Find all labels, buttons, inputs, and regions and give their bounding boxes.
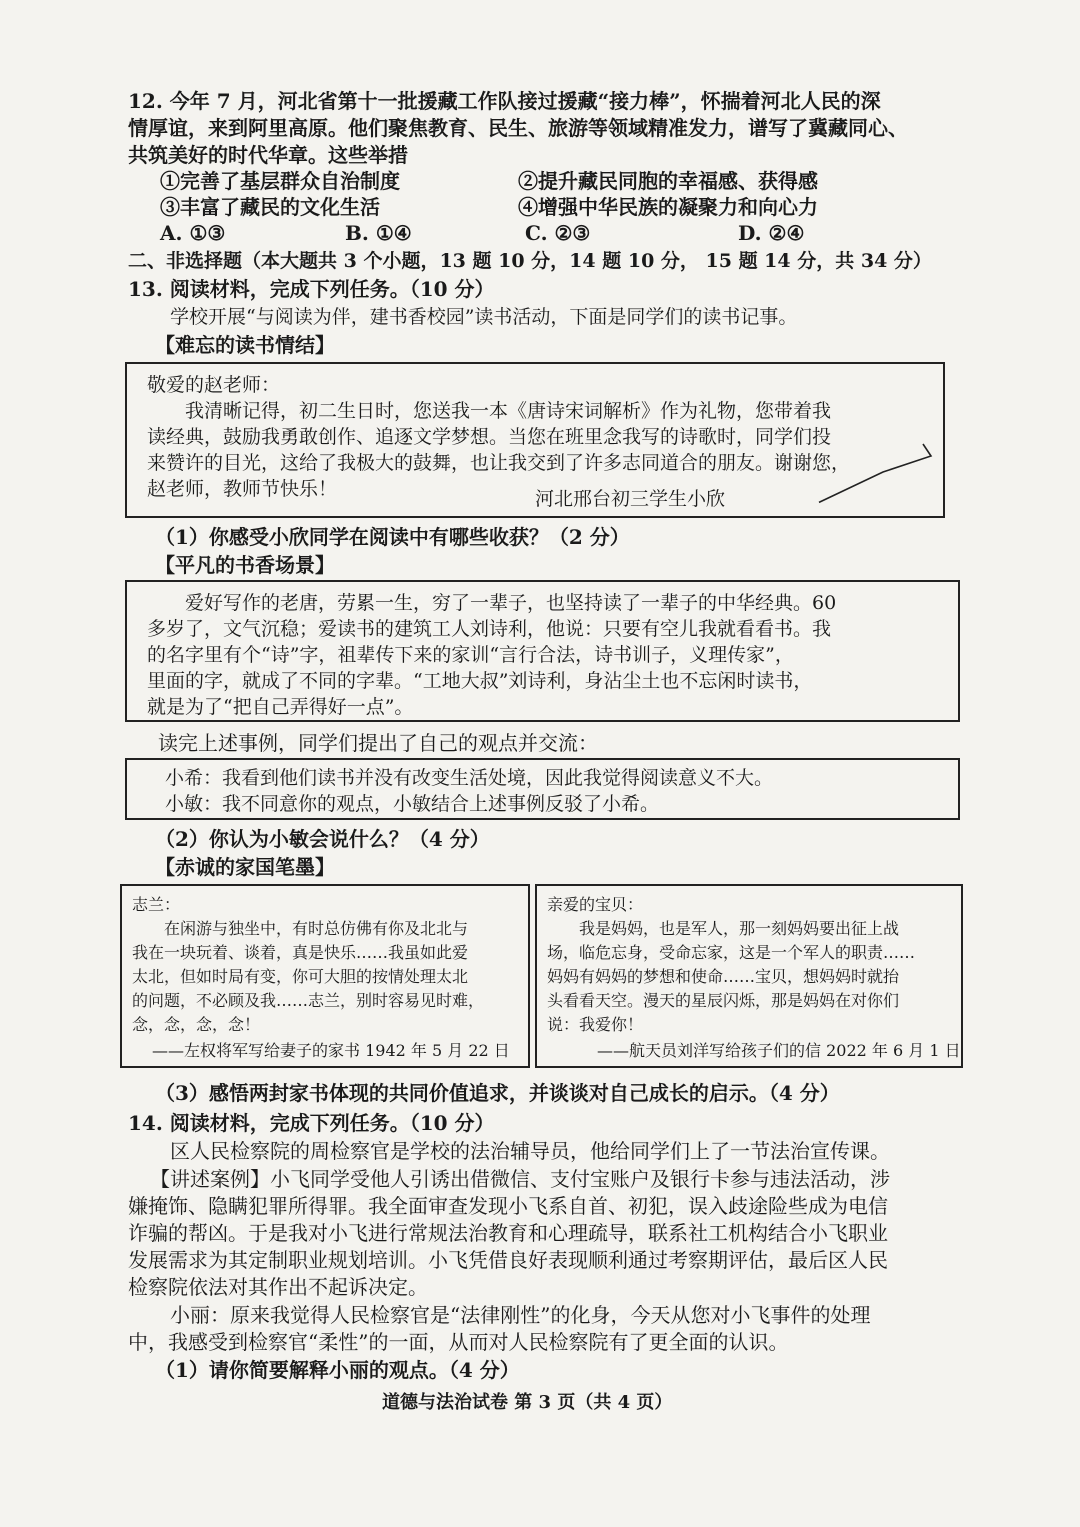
q12-option-1: ①完善了基层群众自治制度 bbox=[160, 169, 400, 193]
zuoquan-signature: ——左权将军写给妻子的家书 1942 年 5 月 22 日 bbox=[152, 1041, 510, 1060]
letter-salutation: 敬爱的赵老师： bbox=[147, 374, 281, 396]
q14-case-line-5: 检察院依法对其作出不起诉决定。 bbox=[128, 1275, 428, 1299]
q13-sub-question-2: （2）你认为小敏会说什么？（4 分） bbox=[155, 827, 490, 851]
liuyang-signature: ——航天员刘洋写给孩子们的信 2022 年 6 月 1 日 bbox=[597, 1041, 961, 1060]
section-2-heading: 二、非选择题（本大题共 3 个小题，13 题 10 分，14 题 10 分， 15 题 14 分，共 34 分） bbox=[128, 250, 932, 272]
page-curl-decoration bbox=[805, 440, 945, 520]
letter-line-4: 赵老师，教师节快乐！ bbox=[147, 478, 338, 500]
q13-title: 13. 阅读材料，完成下列任务。（10 分） bbox=[128, 277, 495, 301]
q13-intro: 学校开展“与阅读为伴，建书香校园”读书活动，下面是同学们的读书记事。 bbox=[170, 306, 798, 328]
q14-sub-question-1: （1）请你简要解释小丽的观点。（4 分） bbox=[155, 1358, 520, 1382]
q13-heading-1: 【难忘的读书情结】 bbox=[155, 333, 335, 357]
zuoquan-line-4: 的问题，不必顾及我……志兰，别时容易见时难， bbox=[132, 991, 485, 1010]
q12-choice-a: A. ①③ bbox=[160, 221, 226, 245]
q12-stem-line-2: 情厚谊，来到阿里高原。他们聚焦教育、民生、旅游等领域精准发力，谱写了冀藏同心、 bbox=[128, 116, 908, 140]
letter-zuoquan-box bbox=[120, 884, 530, 1068]
letter-liuyang-box bbox=[535, 884, 963, 1068]
q12-option-4: ④增强中华民族的凝聚力和向心力 bbox=[518, 195, 818, 219]
q14-title: 14. 阅读材料，完成下列任务。（10 分） bbox=[128, 1111, 495, 1135]
liuyang-line-5: 说：我爱你！ bbox=[547, 1015, 644, 1034]
liuyang-line-4: 头看看天空。漫天的星辰闪烁，那是妈妈在对你们 bbox=[547, 991, 900, 1010]
dialog-box bbox=[125, 758, 960, 820]
scene-line-4: 里面的字，就成了不同的字辈。“工地大叔”刘诗利，身沾尘土也不忘闲时读书， bbox=[147, 670, 813, 692]
q12-choice-b: B. ①④ bbox=[345, 221, 412, 245]
letter-line-2: 读经典，鼓励我勇敢创作、追逐文学梦想。当您在班里念我写的诗歌时，同学们投 bbox=[147, 426, 832, 448]
liuyang-line-2: 场，临危忘身，受命忘家，这是一个军人的职责…… bbox=[547, 943, 916, 962]
liuyang-line-1: 我是妈妈，也是军人，那一刻妈妈要出征上战 bbox=[579, 919, 900, 938]
q13-heading-3: 【赤诚的家国笔墨】 bbox=[155, 855, 335, 879]
scene-line-3: 的名字里有个“诗”字，祖辈传下来的家训“言行合法，诗书训子，义理传家”， bbox=[147, 644, 794, 666]
q14-xiaoli-line-1: 小丽：原来我觉得人民检察官是“法律刚性”的化身，今天从您对小飞事件的处理 bbox=[170, 1303, 871, 1327]
q13-sub-question-1: （1）你感受小欣同学在阅读中有哪些收获？（2 分） bbox=[155, 525, 630, 549]
q14-case-line-1: 【讲述案例】小飞同学受他人引诱出借微信、支付宝账户及银行卡参与违法活动，涉 bbox=[150, 1167, 890, 1191]
q13-heading-2: 【平凡的书香场景】 bbox=[155, 553, 335, 577]
letter-signature: 河北邢台初三学生小欣 bbox=[535, 488, 726, 510]
q12-choice-d: D. ②④ bbox=[738, 221, 805, 245]
q12-stem-line-1: 12. 今年 7 月，河北省第十一批援藏工作队接过援藏“接力棒”，怀揣着河北人民的深 bbox=[128, 89, 881, 113]
q14-case-line-2: 嫌掩饰、隐瞒犯罪所得罪。我全面审查发现小飞系自首、初犯，误入歧途险些成为电信 bbox=[128, 1194, 888, 1218]
zuoquan-line-3: 太北，但如时局有变，你可大胆的按情处理太北 bbox=[132, 967, 469, 986]
after-scene-text: 读完上述事例，同学们提出了自己的观点并交流： bbox=[158, 731, 598, 755]
scene-line-5: 就是为了“把自己弄得好一点”。 bbox=[147, 696, 414, 718]
q12-option-2: ②提升藏民同胞的幸福感、获得感 bbox=[518, 169, 818, 193]
q12-stem-line-3: 共筑美好的时代华章。这些举措 bbox=[128, 143, 408, 167]
q14-intro: 区人民检察院的周检察官是学校的法治辅导员，他给同学们上了一节法治宣传课。 bbox=[170, 1139, 890, 1163]
q14-case-line-4: 发展需求为其定制职业规划培训。小飞凭借良好表现顺利通过考察期评估，最后区人民 bbox=[128, 1248, 888, 1272]
scene-line-2: 多岁了，文气沉稳；爱读书的建筑工人刘诗利，他说：只要有空儿我就看看书。我 bbox=[147, 618, 832, 640]
q14-case-line-3: 诈骗的帮凶。于是我对小飞进行常规法治教育和心理疏导，联系社工机构结合小飞职业 bbox=[128, 1221, 888, 1245]
letter-line-3: 来赞许的目光，这给了我极大的鼓舞，也让我交到了许多志同道合的朋友。谢谢您， bbox=[147, 452, 851, 474]
letter-line-1: 我清晰记得，初二生日时，您送我一本《唐诗宋词解析》作为礼物，您带着我 bbox=[185, 400, 832, 422]
reading-scene-box bbox=[125, 580, 960, 722]
zuoquan-line-2: 我在一块玩着、谈着，真是快乐……我虽如此爱 bbox=[132, 943, 469, 962]
zuoquan-salutation: 志兰： bbox=[132, 895, 181, 914]
zuoquan-line-1: 在闲游与独坐中，有时总仿佛有你及北北与 bbox=[164, 919, 469, 938]
q14-xiaoli-line-2: 中，我感受到检察官“柔性”的一面，从而对人民检察院有了更全面的认识。 bbox=[128, 1330, 789, 1354]
q12-option-3: ③丰富了藏民的文化生活 bbox=[160, 195, 380, 219]
page-footer: 道德与法治试卷 第 3 页（共 4 页） bbox=[382, 1392, 673, 1413]
scene-line-1: 爱好写作的老唐，劳累一生，穷了一辈子，也坚持读了一辈子的中华经典。60 bbox=[185, 592, 837, 614]
liuyang-line-3: 妈妈有妈妈的梦想和使命……宝贝，想妈妈时就抬 bbox=[547, 967, 900, 986]
liuyang-salutation: 亲爱的宝贝： bbox=[547, 895, 644, 914]
dialog-xiaoxi: 小希：我看到他们读书并没有改变生活处境，因此我觉得阅读意义不大。 bbox=[165, 767, 774, 789]
q13-sub-question-3: （3）感悟两封家书体现的共同价值追求，并谈谈对自己成长的启示。（4 分） bbox=[155, 1081, 840, 1105]
dialog-xiaomin: 小敏：我不同意你的观点，小敏结合上述事例反驳了小希。 bbox=[165, 793, 660, 815]
q12-choice-c: C. ②③ bbox=[525, 221, 591, 245]
zuoquan-line-5: 念，念，念，念！ bbox=[132, 1015, 261, 1034]
